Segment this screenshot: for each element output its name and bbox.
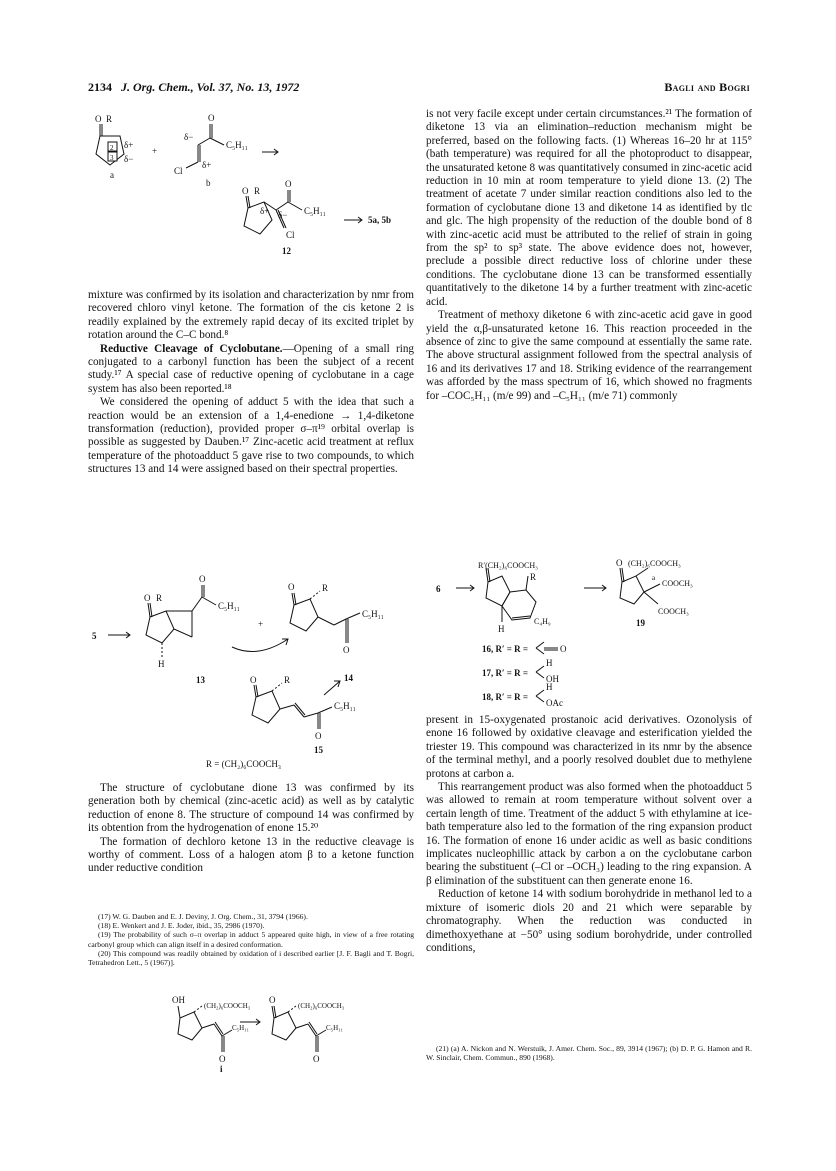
label-R-12: R [254,186,261,196]
page-number: 2134 [88,80,112,94]
paragraph-facile: is not very facile except under certain circumstances.²¹ The formation of diketone 13 via an elimination–reduction mechanism might be preferred, based on the following facts. (1) Whereas 16–20 hr at 115° (bath temperature) was required for all the photoproduct to disappear, the unsaturated ketone 8 was quantitatively consumed in zinc-acetic acid reduction in 10 min at room temperature to yield dione 13. (2) The treatment of acetate 7 under similar reaction conditions also led to the formation of cyclobutane dione 13 and diketone 14 as identified by tlc and glc. The high propensity of the reduction of the double bond of 8 with zinc-acetic acid must be attributed to the relief of strain in going from the sp² to sp³ state. The above evidence does not, however, preclude a possible direct reductive loss of chlorine under these conditions. The cyclobutane dione 13 can be transformed essentially quantitatively to the diketone 14 by a further treatment with zinc-acetic acid. [426,108,752,308]
label-chain-ox: (CH₂)₆COOCH₃ [298,1002,345,1010]
label-chain-19: (CH₂)₆COOCH₃ [628,559,681,568]
scheme-middle [88,555,418,770]
label-O-14: O [288,582,295,592]
left-column-bottom [88,782,414,876]
label-C5H11-15: C₅H₁₁ [334,701,356,711]
compound-label-5: 5 [92,631,97,641]
row-17: 17, R′ = R = [482,668,529,678]
label-Rprime: R′(CH₂)₆COOCH₃ [478,561,538,570]
label-C5H11-12: C₅H₁₁ [304,206,326,216]
label-cooch3-19b: COOCH₃ [658,607,689,616]
row-16: 16, R′ = R = [482,644,529,654]
compound-label-i: i [220,1064,223,1074]
label-C5H11-i: C₅H₁₁ [232,1024,250,1032]
scheme-bottom [170,994,370,1074]
paragraph-rearrangement: This rearrangement product was also formed when the photoadduct 5 was allowed to remain at room temperature without solvent over a certain length of time. Treatment of the adduct 5 with ethylamine at ice-bath temperature also led to the formation of the ring expansion product 16. The formation of enone 16 under acidic as well as basic conditions implicates nucleophillic attack by carbon a on the cyclobutane carbon bearing the substituent (–Cl or –OCH₃) leading to the ring expansion. A β elimination of the substituent can then generate enone 16. [426,781,752,887]
right-column-bottom [426,714,752,955]
section-text: —Opening of a small ring conjugated to a carbonyl function has been the subject of a recent study.¹⁷ A special case of reductive opening of cyclobutane in a cage system has also been reported.¹⁸ [88,342,415,395]
r-definition: R = (CH₂)₆COOCH₃ [206,759,281,769]
footnote-21: (21) (a) A. Nickon and N. Werstuik, J. Amer. Chem. Soc., 89, 3914 (1967); (b) D. P. G. Hamon and R. W. Sinclair, Chem. Commun., 890 (1968). [426,1044,752,1063]
footnote-19: (19) The probability of such σ–π overlap in adduct 5 appeared quite high, in view of a free rotating carbonyl group which can align itself in a desired conformation. [88,930,414,949]
product-label-5a5b: 5a, 5b [368,215,392,225]
right-column-top [426,108,752,403]
label-delta-plus-b: δ+ [202,160,212,170]
label-delta-minus-a: δ− [124,154,134,164]
compound-label-6: 6 [436,584,441,594]
left-column-top [88,289,414,477]
label-O2-13: O [199,574,206,584]
label-R-16: R [530,572,537,582]
label-O-row16: O [560,644,567,654]
label-O-a: O [95,114,102,124]
label-O-19: O [616,558,623,568]
label-OH-i: OH [172,995,185,1005]
label-O-12: O [242,186,249,196]
label-H-row17: H [546,658,553,668]
label-R-13: R [156,593,163,603]
label-chain-i: (CH₂)₆COOCH₃ [204,1002,251,1010]
label-OAc-row18: OAc [546,698,563,708]
label-num2: 2 [110,144,114,152]
compound-label-19: 19 [636,618,645,628]
footnote-20: (20) This compound was readily obtained by oxidation of i described earlier [J. F. Bagli and T. Bogri, Tetrahedron Lett., 5 (1967)]. [88,948,414,968]
label-C5H11-14: C₅H₁₁ [362,609,384,619]
label-delta-minus-12: δ− [278,210,288,220]
label-C4H9: C₄H₉ [534,617,551,626]
label-delta-plus-a: δ+ [124,140,134,150]
label-C5H11-ox: C₅H₁₁ [326,1024,344,1032]
paragraph-mixture: mixture was confirmed by its isolation and characterization by nmr from recovered chloro vinyl ketone. The formation of the cis ketone 2 is readily explained by the extremely rapid decay of its excited triplet by rotation around the C–C bond.⁸ [88,289,414,342]
label-O-ox: O [269,995,276,1005]
scheme-top [88,110,418,270]
paragraph-considered: We considered the opening of adduct 5 with the idea that such a reaction would be an extension of a 1,4-enedione → 1,4-diketone transformation (reduction), provided proper σ–π¹⁹ orbital overlap is possible as suggested by Dauben.¹⁷ Zinc-acetic acid treatment at reflux temperature of the photoadduct 5 gave rise to two compounds, to which structures 13 and 14 were assigned based on their spectral properties. [88,396,414,476]
running-header-authors: Bagli and Bogri [664,80,750,94]
label-C5H11-b: C₅H₁₁ [226,140,248,150]
label-O2-ox: O [313,1054,320,1064]
compound-label-15: 15 [314,745,323,755]
label-delta-minus-b: δ− [184,132,194,142]
footnotes-right [426,1044,752,1062]
paragraph-formation: The formation of dechloro ketone 13 in the reductive cleavage is worthy of comment. Loss of a halogen atom β to a ketone function under reductive condition [88,835,414,875]
label-O2-14: O [343,645,350,655]
label-C5H11-13: C₅H₁₁ [218,601,240,611]
scheme-right [426,558,756,708]
label-Cl-12: Cl [286,230,295,240]
label-H-row18: H [546,682,553,692]
label-cooch3-19a: COOCH₃ [662,579,693,588]
label-O2-12: O [285,179,292,189]
label-delta-plus-12: δ+ [260,206,270,216]
label-O-13: O [144,593,151,603]
row-18: 18, R′ = R = [482,692,529,702]
label-OH-row17: OH [546,674,559,684]
compound-label-13: 13 [196,675,205,685]
plus-sign: + [152,146,158,156]
footnote-18: (18) E. Wenkert and J. E. Joder, ibid., 35, 2986 (1970). [98,921,265,931]
label-Cl-b: Cl [174,166,183,176]
paragraph-reduction: Reduction of ketone 14 with sodium borohydride in methanol led to a mixture of isomeric diols 20 and 21 which were separable by chromatography. When the reduction was conducted in dimethoxyethane at −50° using sodium borohydride, under controlled conditions, [426,888,752,954]
label-O-b: O [208,113,215,123]
compound-label-a: a [110,170,114,180]
footnote-17: (17) W. G. Dauben and E. J. Deviny, J. Org. Chem., 31, 3794 (1966). [98,912,308,921]
label-O-15: O [250,675,257,685]
running-header-left [88,80,299,95]
paragraph-methoxy: Treatment of methoxy diketone 6 with zinc-acetic acid gave in good yield the α,β-unsaturated ketone 16. This reaction proceeded in the absence of zinc to give the same compound at essentially the same rate. The above structural assignment followed from the spectral analysis of 16 and its derivatives 17 and 18. Striking evidence of the rearrangement was afforded by the mass spectrum of 16, which showed no fragments for –COC₅H₁₁ (m/e 99) and –C₅H₁₁ (m/e 71) commonly [426,309,752,402]
label-R-14: R [322,583,329,593]
label-H-13: H [158,659,165,669]
label-R-a: R [106,114,113,124]
footnotes-left [88,912,414,967]
label-O2-15: O [315,731,322,741]
label-O-i: O [219,1054,226,1064]
journal-citation: J. Org. Chem., Vol. 37, No. 13, 1972 [121,80,300,94]
compound-label-b: b [206,178,211,188]
compound-label-14: 14 [344,673,353,683]
label-num3: 3 [110,154,114,162]
paragraph-structure: The structure of cyclobutane dione 13 was confirmed by its generation both by chemical (zinc-acetic acid) as well as by catalytic reduction of enone 8. The structure of compound 14 was confirmed by its obtention from the hydrogenation of enone 15.²⁰ [88,782,414,835]
paragraph-section [88,343,414,397]
label-R-15: R [284,675,291,685]
paragraph-present: present in 15-oxygenated prostanoic acid derivatives. Ozonolysis of enone 16 followed by oxidative cleavage and esterification yielded the triester 19. This compound was characterized in its nmr by the absence of the terminal methyl, and a poorly resolved doublet due to methylene protons at carbon a. [426,714,752,780]
label-H-16: H [498,624,505,634]
compound-label-12: 12 [282,246,291,256]
plus-sign-mid: + [258,619,264,629]
label-a-19: a [652,574,656,582]
section-heading: Reductive Cleavage of Cyclobutane. [100,342,283,355]
